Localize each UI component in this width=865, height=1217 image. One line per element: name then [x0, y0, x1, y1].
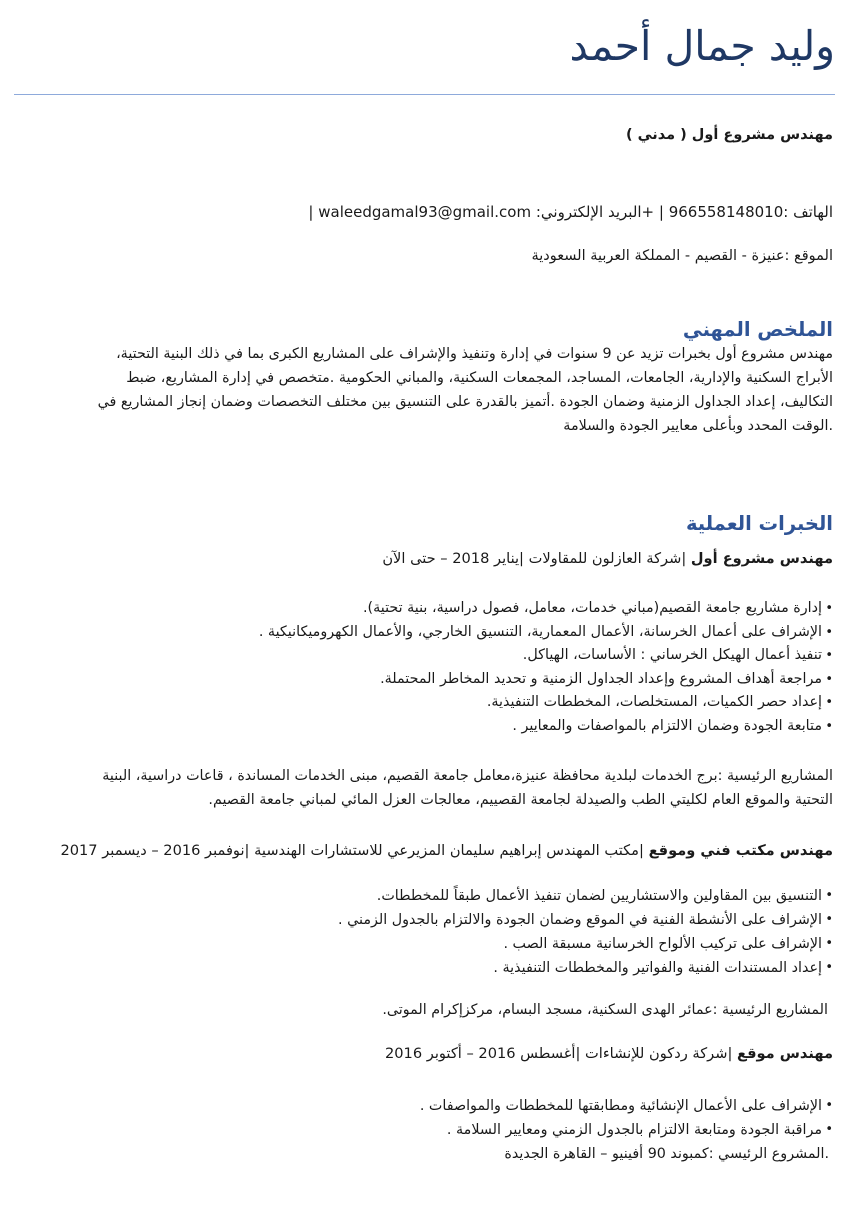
projects-line: التحتية والموقع العام لكليتي الطب والصيدلة لجامعة القصييم، معالجات العزل المائي لمباني جامعة القصيم.	[208, 792, 833, 808]
summary-paragraph	[16, 342, 833, 438]
job-details: |شركة العازلون للمقاولات |يناير 2018 – حتى الآن	[382, 550, 687, 567]
job-header	[60, 842, 833, 861]
job-details: |شركة ردكون للإنشاءات |أغسطس 2016 – أكتوبر 2016	[384, 1045, 733, 1062]
list-item: • مراقبة الجودة ومتابعة الالتزام بالجدول الزمني ومعايير السلامة .	[420, 1118, 833, 1142]
job-title: مهندس مشروع أول ( مدني )	[625, 127, 833, 143]
list-item: • تنفيذ أعمال الهيكل الخرساني : الأساسات، الهياكل.	[259, 644, 833, 668]
job-bullets	[259, 597, 833, 739]
job-details: |مكتب المهندس إبراهيم سليمان المزيرعي للاستشارات الهندسية |نوفمبر 2016 – ديسمبر 2017	[60, 842, 644, 859]
job-projects	[382, 998, 828, 1022]
job-role: مهندس مكتب فني وموقع	[648, 842, 833, 859]
summary-line: الأبراج السكنية والإدارية، الجامعات، المساجد، المجمعات السكنية، والمباني الحكومية .متخصص في إدارة المشاريع، ضبط	[126, 370, 833, 386]
job-role: مهندس موقع	[737, 1045, 833, 1062]
contact-line: الهاتف :966558148010 | +البريد الإلكتروني: waleedgamal93@gmail.com |	[308, 203, 833, 221]
job-bullets	[338, 884, 833, 980]
list-item: • متابعة الجودة وضمان الالتزام بالمواصفات والمعايير .	[259, 715, 833, 739]
projects-line: المشاريع الرئيسية :عمائر الهدى السكنية، مسجد البسام، مركزإكرام الموتى.	[382, 1002, 828, 1018]
summary-line: .الوقت المحدد وبأعلى معايير الجودة والسلامة	[563, 418, 833, 434]
projects-line: .المشروع الرئيسي :كمبوند 90 أفينيو – القاهرة الجديدة	[504, 1146, 829, 1162]
candidate-name: وليد جمال أحمد	[569, 22, 835, 70]
job-header	[382, 550, 833, 569]
header-divider	[14, 94, 835, 95]
location-line: الموقع :عنيزة - القصيم - المملكة العربية السعودية	[531, 248, 833, 264]
list-item: • مراجعة أهداف المشروع وإعداد الجداول الزمنية و تحديد المخاطر المحتملة.	[259, 668, 833, 692]
list-item: • الإشراف على الأنشطة الفنية في الموقع وضمان الجودة والالتزام بالجدول الزمني .	[338, 908, 833, 932]
list-item: • التنسيق بين المقاولين والاستشاريين لضمان تنفيذ الأعمال طبقاً للمخططات.	[338, 884, 833, 908]
list-item: • الإشراف على أعمال الخرسانة، الأعمال المعمارية، التنسيق الخارجي، والأعمال الكهروميكانيكية .	[259, 621, 833, 645]
summary-line: مهندس مشروع أول بخبرات تزيد عن 9 سنوات في إدارة وتنفيذ والإشراف على المشاريع الكبرى بما في ذلك البنية التحتية،	[116, 346, 833, 362]
job-header	[385, 1045, 833, 1064]
job-role: مهندس مشروع أول	[690, 550, 833, 567]
list-item: • الإشراف على تركيب الألواح الخرسانية مسبقة الصب .	[338, 932, 833, 956]
list-item: • الإشراف على الأعمال الإنشائية ومطابقتها للمخططات والمواصفات .	[420, 1094, 833, 1118]
experience-heading: الخبرات العملية	[685, 512, 833, 535]
list-item: • إدارة مشاريع جامعة القصيم(مباني خدمات، معامل، فصول دراسية، بنية تحتية).	[259, 597, 833, 621]
job-projects	[102, 764, 833, 812]
list-item: • إعداد حصر الكميات، المستخلصات، المخططات التنفيذية.	[259, 691, 833, 715]
job-projects	[504, 1142, 829, 1166]
projects-line: المشاريع الرئيسية :برج الخدمات لبلدية محافظة عنيزة،معامل جامعة القصيم، مبنى الخدمات المساندة ، قاعات دراسية، البنية	[102, 768, 833, 784]
summary-heading: الملخص المهني	[682, 318, 833, 341]
job-bullets	[420, 1094, 833, 1142]
list-item: • إعداد المستندات الفنية والفواتير والمخططات التنفيذية .	[338, 956, 833, 980]
summary-line: التكاليف، إعداد الجداول الزمنية وضمان الجودة .أتميز بالقدرة على التنسيق بين مختلف التخصصات وضمان إنجاز المشاريع في	[97, 394, 833, 410]
